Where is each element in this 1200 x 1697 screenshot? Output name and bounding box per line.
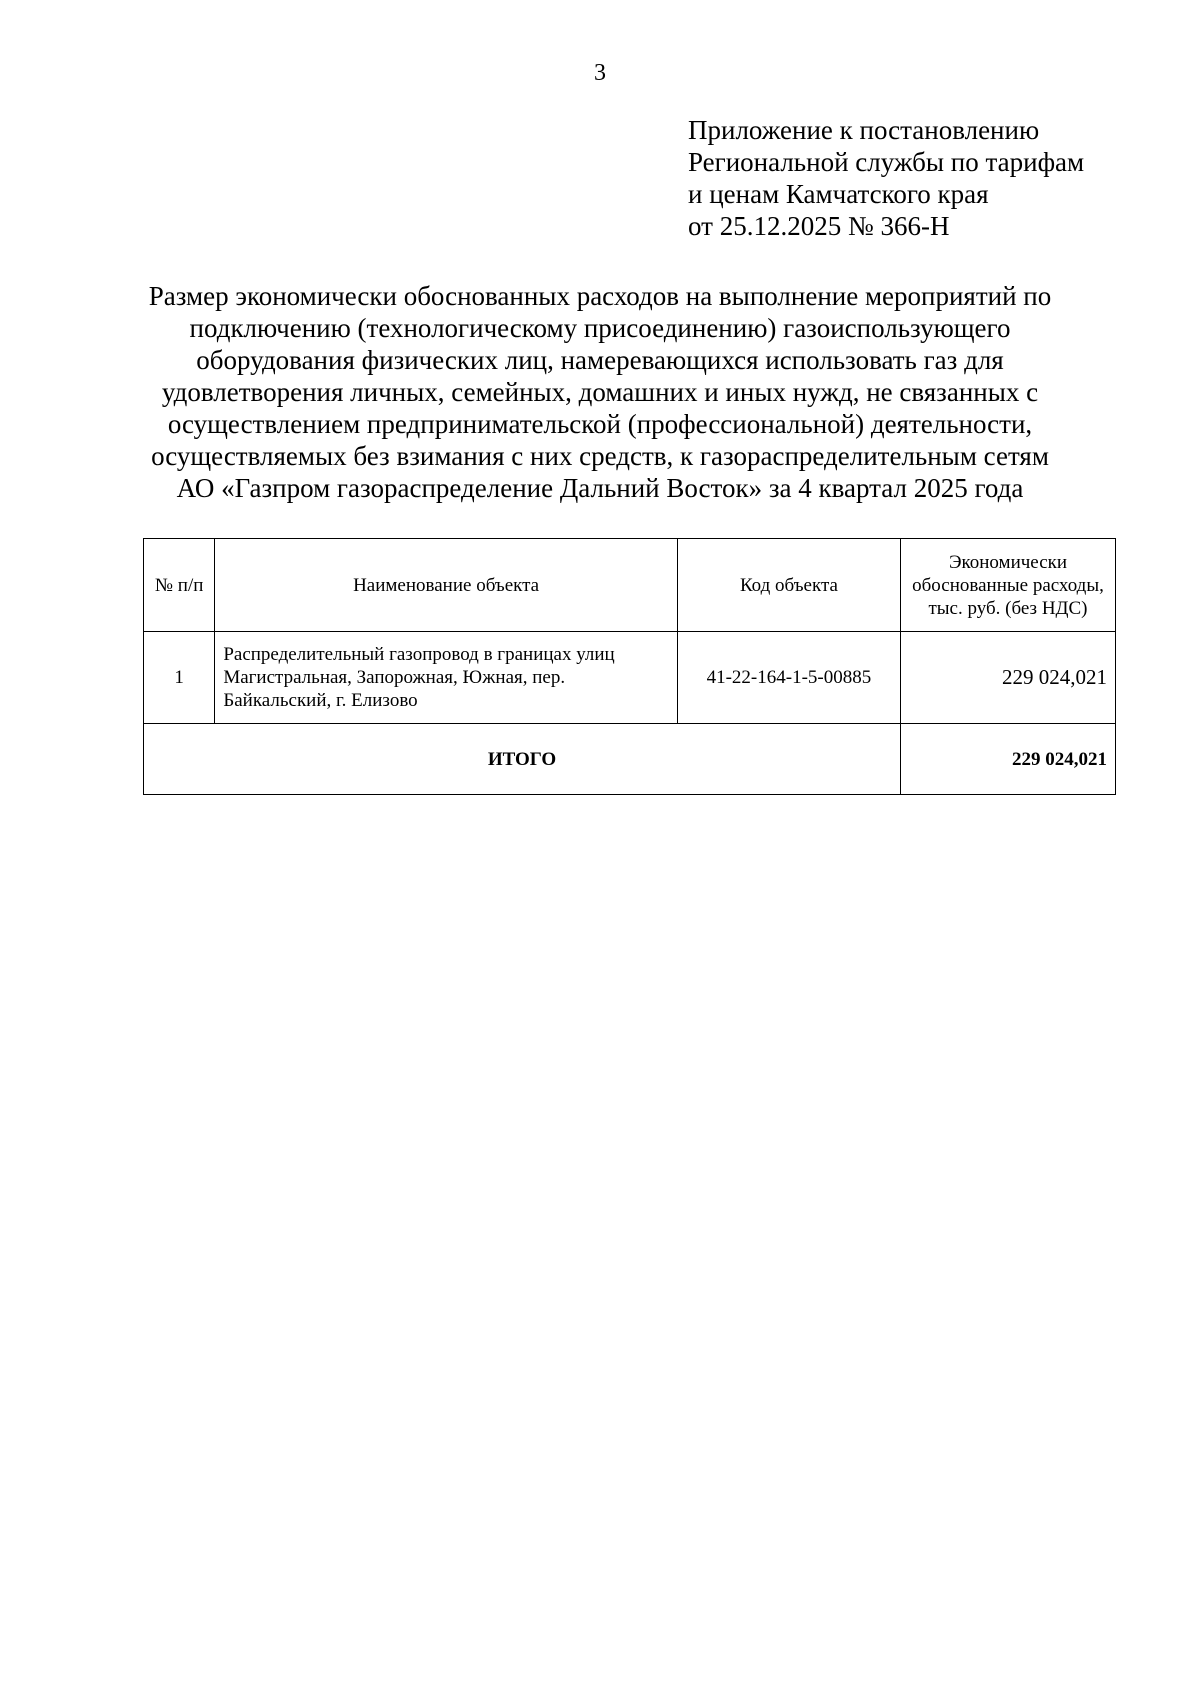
- title-line: осуществлением предпринимательской (профессиональной) деятельности,: [167, 409, 1033, 439]
- appendix-line: Региональной службы по тарифам: [688, 147, 1085, 177]
- total-label: ИТОГО: [144, 724, 901, 795]
- appendix-line: от 25.12.2025 № 366-Н: [688, 211, 950, 241]
- row-code: 41-22-164-1-5-00885: [677, 632, 900, 724]
- appendix-line: и ценам Камчатского края: [688, 179, 989, 209]
- document-title: [100, 280, 1100, 504]
- appendix-line: Приложение к постановлению: [688, 115, 1040, 145]
- title-line: АО «Газпром газораспределение Дальний Восток» за 4 квартал 2025 года: [176, 473, 1024, 503]
- row-name: Распределительный газопровод в границах улиц Магистральная, Запорожная, Южная, пер. Байкальский, г. Елизово: [215, 632, 678, 724]
- header-code: Код объекта: [677, 539, 900, 632]
- header-cost: Экономически обоснованные расходы, тыс. руб. (без НДС): [901, 539, 1116, 632]
- table-header-row: [144, 539, 1116, 632]
- table-total-row: [144, 724, 1116, 795]
- title-line: осуществляемых без взимания с них средств, к газораспределительным сетям: [151, 441, 1049, 471]
- expenses-table: [143, 538, 1116, 795]
- title-line: удовлетворения личных, семейных, домашних и иных нужд, не связанных с: [161, 377, 1039, 407]
- appendix-reference: [688, 114, 1158, 242]
- row-cost: 229 024,021: [901, 632, 1116, 724]
- title-line: подключению (технологическому присоединению) газоиспользующего: [189, 313, 1011, 343]
- total-value: 229 024,021: [901, 724, 1116, 795]
- row-num: 1: [144, 632, 215, 724]
- header-name: Наименование объекта: [215, 539, 678, 632]
- title-line: оборудования физических лиц, намеревающихся использовать газ для: [196, 345, 1004, 375]
- header-num: № п/п: [144, 539, 215, 632]
- table-row: [144, 632, 1116, 724]
- page-number: 3: [594, 60, 606, 86]
- title-line: Размер экономически обоснованных расходов на выполнение мероприятий по: [148, 281, 1052, 311]
